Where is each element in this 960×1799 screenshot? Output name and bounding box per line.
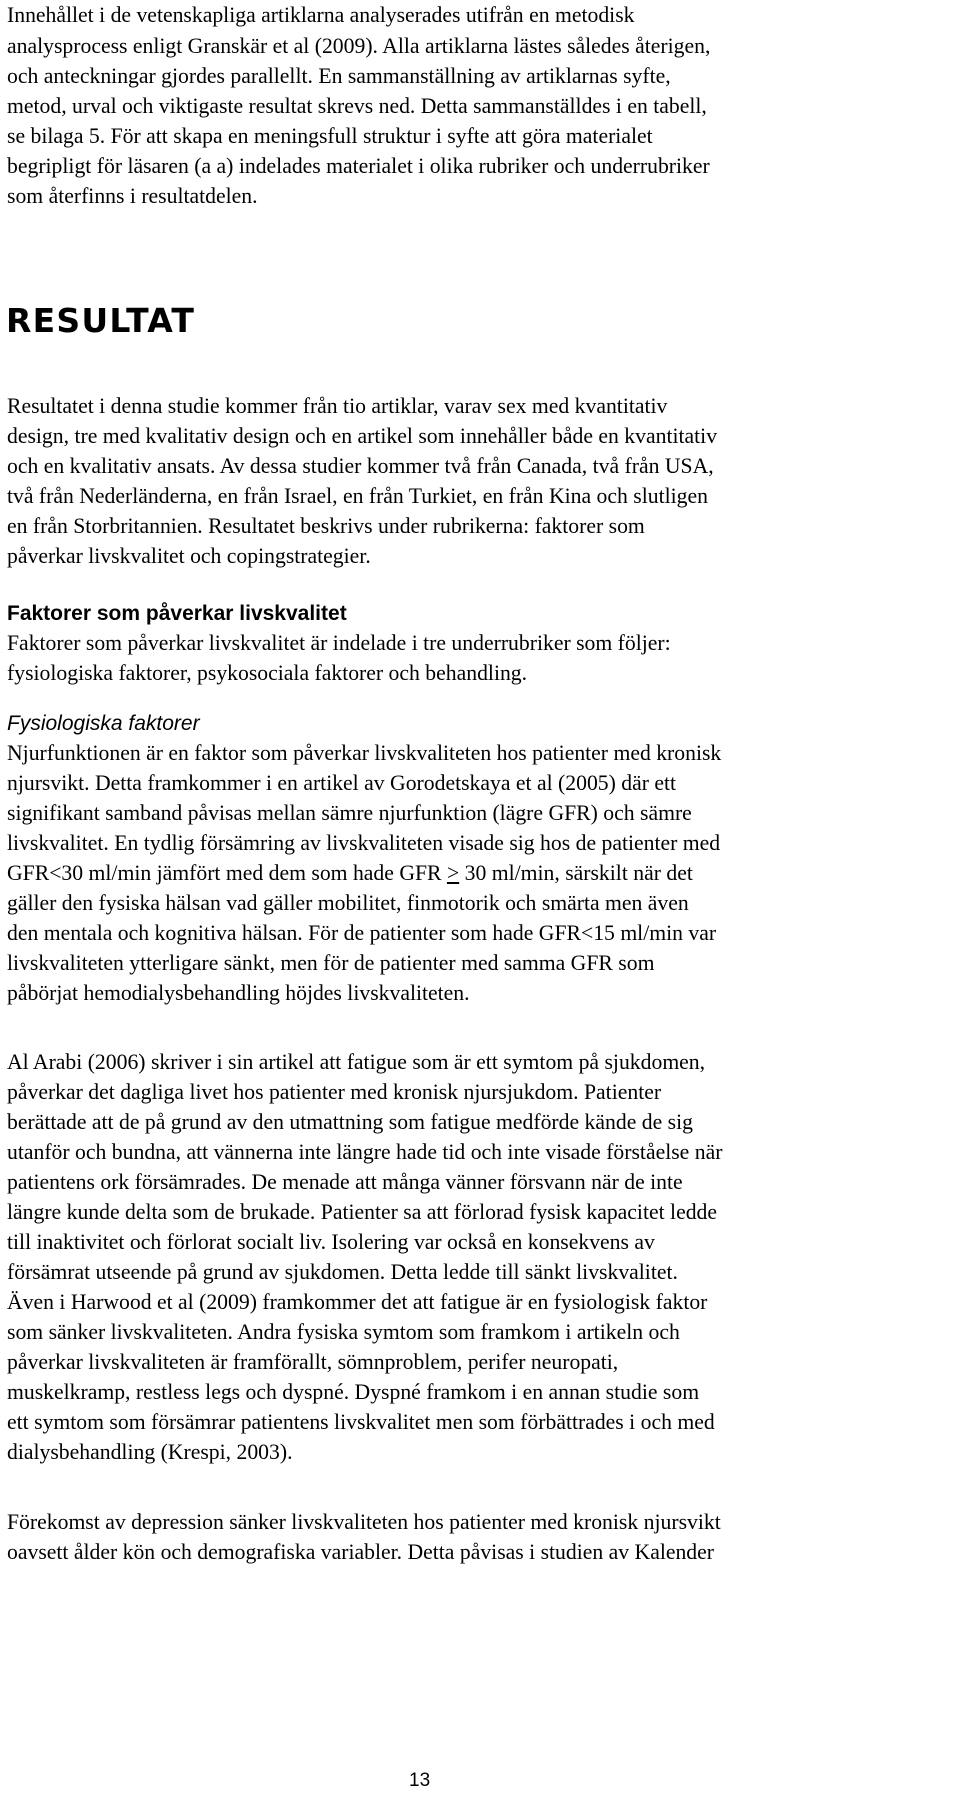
text-line: två från Nederländerna, en från Israel, en från Turkiet, en från Kina och slutligen [7, 484, 708, 508]
text-line: Njurfunktionen är en faktor som påverkar livskvaliteten hos patienter med kronisk [7, 741, 722, 765]
text-line: påverkar livskvalitet och copingstrategier. [7, 544, 371, 568]
text-segment: 30 ml/min, särskilt när det [459, 861, 693, 885]
text-line: gäller den fysiska hälsan vad gäller mobilitet, finmotorik och smärta men även [7, 891, 689, 915]
text-line: den mentala och kognitiva hälsan. För de patienter som hade GFR<15 ml/min var [7, 921, 717, 945]
text-line: begripligt för läsaren (a a) indelades materialet i olika rubriker och underrubriker [7, 154, 710, 178]
text-line: Resultatet i denna studie kommer från tio artiklar, varav sex med kvantitativ [7, 394, 668, 418]
text-line: analysprocess enligt Granskär et al (2009). Alla artiklarna lästes således återigen, [7, 34, 711, 58]
text-line: fysiologiska faktorer, psykosociala faktorer och behandling. [7, 661, 528, 685]
text-line: metod, urval och viktigaste resultat skrevs ned. Detta sammanställdes i en tabell, [7, 94, 707, 118]
text-line: påverkar livskvaliteten är framförallt, sömnproblem, perifer neuropati, [7, 1350, 619, 1374]
subsection-heading-faktorer: Faktorer som påverkar livskvalitet [7, 602, 347, 625]
text-line: se bilaga 5. För att skapa en meningsfull struktur i syfte att göra materialet [7, 124, 653, 148]
text-line: och anteckningar gjordes parallellt. En sammanställning av artiklarnas syfte, [7, 64, 671, 88]
text-line: Även i Harwood et al (2009) framkommer det att fatigue är en fysiologisk faktor [7, 1290, 708, 1314]
text-line: design, tre med kvalitativ design och en artikel som innehåller både en kvantitativ [7, 424, 718, 448]
text-line: påbörjat hemodialysbehandling höjdes livskvaliteten. [7, 981, 470, 1005]
text-line: som återfinns i resultatdelen. [7, 184, 258, 208]
text-line: dialysbehandling (Krespi, 2003). [7, 1440, 293, 1464]
text-line: Innehållet i de vetenskapliga artiklarna analyserades utifrån en metodisk [7, 3, 635, 27]
page-number: 13 [409, 1770, 431, 1791]
text-line: Förekomst av depression sänker livskvaliteten hos patienter med kronisk njursvikt [7, 1510, 721, 1534]
section-heading-resultat: RESULTAT [6, 301, 196, 340]
text-line: livskvaliteten ytterligare sänkt, men för de patienter med samma GFR som [7, 951, 655, 975]
text-line: försämrat utseende på grund av sjukdomen. Detta ledde till sänkt livskvalitet. [7, 1260, 678, 1284]
text-line: berättade att de på grund av den utmattning som fatigue medförde kände de sig [7, 1110, 693, 1134]
text-line: Faktorer som påverkar livskvalitet är indelade i tre underrubriker som följer: [7, 631, 671, 655]
greater-or-equal-symbol: > [446, 861, 460, 885]
text-line: till inaktivitet och förlorat socialt liv. Isolering var också en konsekvens av [7, 1230, 655, 1254]
text-line-gfr [7, 863, 693, 885]
text-line: patientens ork försämrades. De menade att många vänner försvann när de inte [7, 1170, 683, 1194]
subsubsection-heading-fysiologiska: Fysiologiska faktorer [7, 712, 200, 735]
text-line: längre kunde delta som de brukade. Patienter sa att förlorad fysisk kapacitet ledde [7, 1200, 718, 1224]
text-line: utanför och bundna, att vännerna inte längre hade tid och inte visade förståelse när [7, 1140, 723, 1164]
text-line: som sänker livskvaliteten. Andra fysiska symtom som framkom i artikeln och [7, 1320, 680, 1344]
text-line: en från Storbritannien. Resultatet beskrivs under rubrikerna: faktorer som [7, 514, 645, 538]
text-line: ett symtom som försämrar patientens livskvalitet men som förbättrades i och med [7, 1410, 715, 1434]
text-line: livskvalitet. En tydlig försämring av livskvaliteten visade sig hos de patienter med [7, 831, 721, 855]
text-line: och en kvalitativ ansats. Av dessa studier kommer två från Canada, två från USA, [7, 454, 714, 478]
text-line: påverkar det dagliga livet hos patienter med kronisk njursjukdom. Patienter [7, 1080, 662, 1104]
text-line: njursvikt. Detta framkommer i en artikel av Gorodetskaya et al (2005) där ett [7, 771, 677, 795]
text-line: oavsett ålder kön och demografiska variabler. Detta påvisas i studien av Kalender [7, 1540, 715, 1564]
text-segment: GFR<30 ml/min jämfört med dem som hade GFR [7, 861, 447, 885]
text-line: Al Arabi (2006) skriver i sin artikel att fatigue som är ett symtom på sjukdomen, [7, 1050, 706, 1074]
text-line: muskelkramp, restless legs och dyspné. Dyspné framkom i en annan studie som [7, 1380, 700, 1404]
text-line: signifikant samband påvisas mellan sämre njurfunktion (lägre GFR) och sämre [7, 801, 692, 825]
